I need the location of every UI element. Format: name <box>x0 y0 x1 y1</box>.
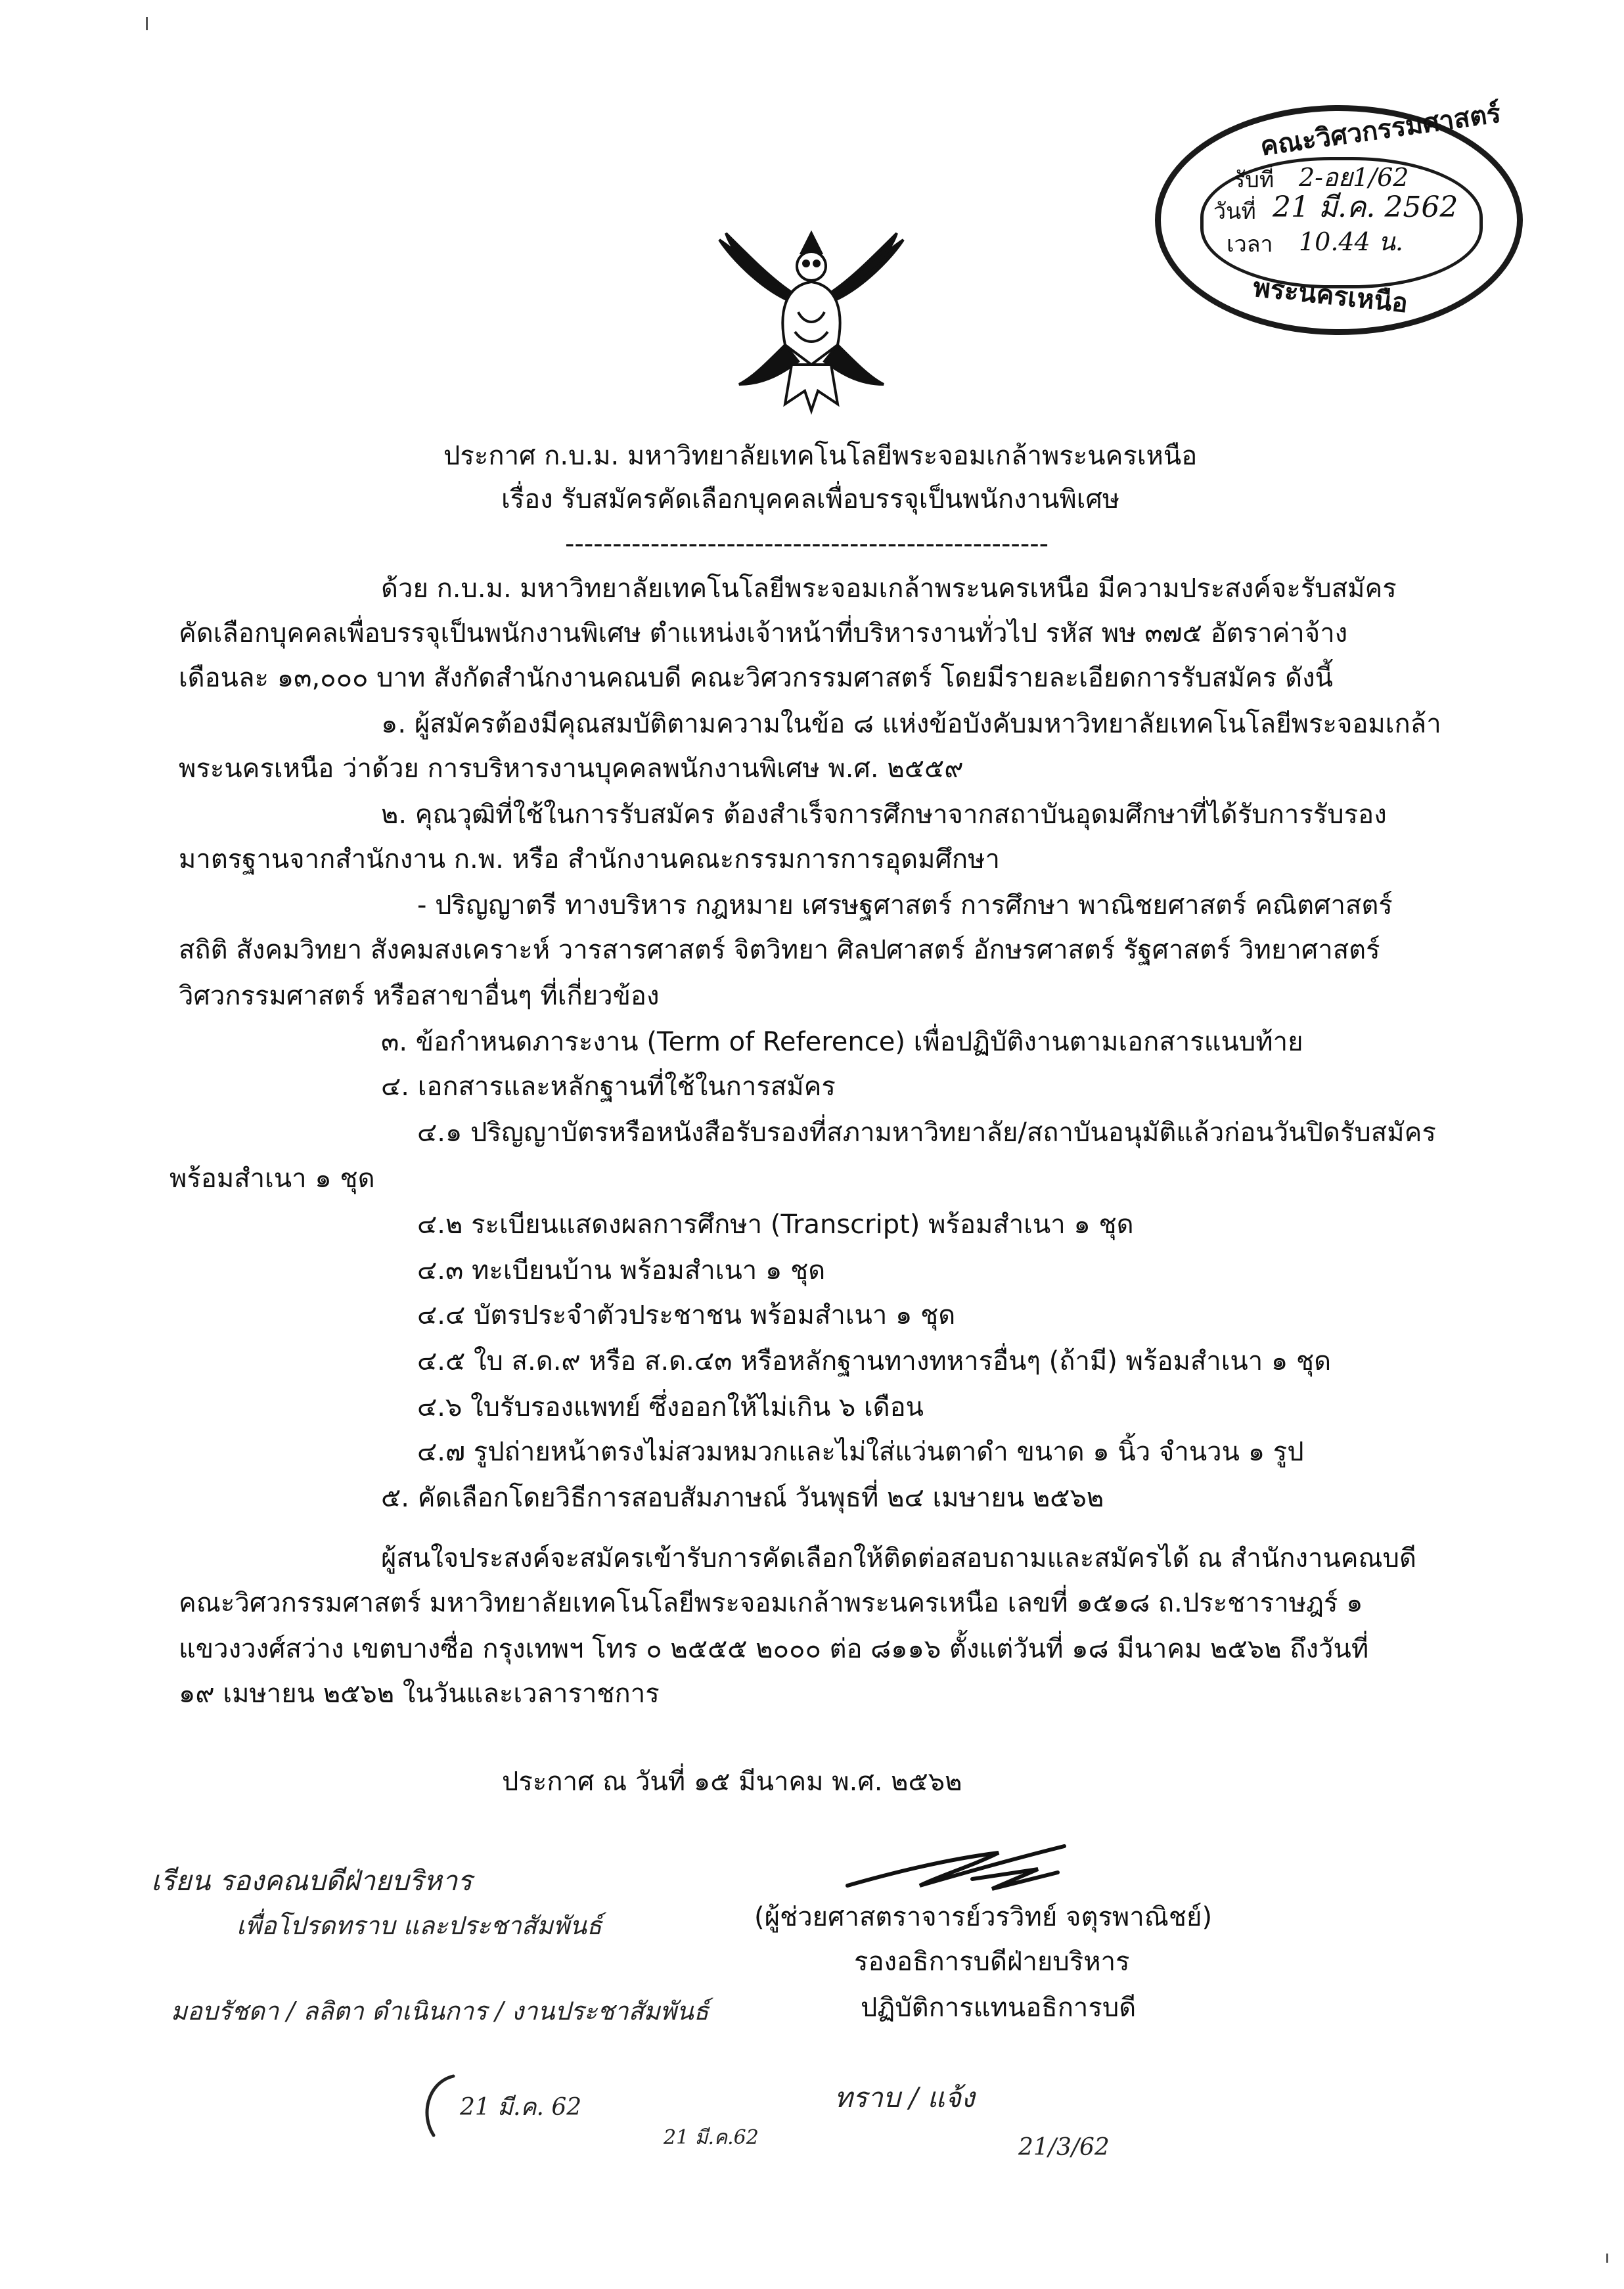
item-4-3: ๔.๓ ทะเบียนบ้าน พร้อมสำเนา ๑ ชุด <box>417 1256 826 1286</box>
contact-line-4: ๑๙ เมษายน ๒๕๖๒ ในวันและเวลาราชการ <box>179 1679 660 1709</box>
intro-line-1: ด้วย ก.บ.ม. มหาวิทยาลัยเทคโนโลยีพระจอมเกล้าพระนครเหนือ มีความประสงค์จะรับสมัคร <box>381 574 1397 604</box>
item-2-line-5: วิศวกรรมศาสตร์ หรือสาขาอื่นๆ ที่เกี่ยวข้อง <box>179 981 660 1011</box>
contact-line-3: แขวงวงศ์สว่าง เขตบางซื่อ กรุงเทพฯ โทร ๐ ๒๕๕๕ ๒๐๐๐ ต่อ ๘๑๑๖ ตั้งแต่วันที่ ๑๘ มีนาคม ๒๕๖๒ ถึงวันที่ <box>179 1634 1369 1664</box>
handwritten-note-7: 21/3/62 <box>1018 2134 1110 2161</box>
garuda-emblem <box>713 214 910 417</box>
stamp-time-label: เวลา <box>1227 231 1273 258</box>
item-5: ๕. คัดเลือกโดยวิธีการสอบสัมภาษณ์ วันพุธที่ ๒๔ เมษายน ๒๕๖๒ <box>381 1483 1104 1513</box>
item-4-1-line-2: พร้อมสำเนา ๑ ชุด <box>169 1164 375 1194</box>
stamp-date-label: วันที่ <box>1213 198 1256 225</box>
item-2-line-3: - ปริญญาตรี ทางบริหาร กฎหมาย เศรษฐศาสตร์ การศึกษา พาณิชยศาสตร์ คณิตศาสตร์ <box>417 890 1393 920</box>
item-4-5: ๔.๕ ใบ ส.ด.๙ หรือ ส.ด.๔๓ หรือหลักฐานทางทหารอื่นๆ (ถ้ามี) พร้อมสำเนา ๑ ชุด <box>417 1346 1332 1376</box>
stamp-org: คณะวิศวกรรมศาสตร์ <box>1258 98 1503 162</box>
item-4: ๔. เอกสารและหลักฐานที่ใช้ในการสมัคร <box>381 1072 836 1102</box>
item-2-line-1: ๒. คุณวุฒิที่ใช้ในการรับสมัคร ต้องสำเร็จการศึกษาจากสถาบันอุดมศึกษาที่ได้รับการรับรอง <box>381 800 1387 830</box>
handwritten-note-3: มอบรัชดา / ลลิตา ดำเนินการ / งานประชาสัมพันธ์ <box>171 1997 709 2026</box>
stamp-bottom: พระนครเหนือ <box>1252 272 1410 319</box>
handwritten-note-5: 21 มี.ค.62 <box>664 2126 759 2149</box>
contact-line-1: ผู้สนใจประสงค์จะสมัครเข้ารับการคัดเลือกให้ติดต่อสอบถามและสมัครได้ ณ สำนักงานคณบดี <box>381 1543 1417 1574</box>
stamp-no-label: รับที่ <box>1233 167 1274 193</box>
received-stamp <box>1155 98 1523 335</box>
item-1-line-1: ๑. ผู้สมัครต้องมีคุณสมบัติตามความในข้อ ๘ แห่งข้อบังคับมหาวิทยาลัยเทคโนโลยีพระจอมเกล้า <box>381 709 1441 739</box>
item-1-line-2: พระนครเหนือ ว่าด้วย การบริหารงานบุคคลพนักงานพิเศษ พ.ศ. ๒๕๕๙ <box>179 754 964 784</box>
handwritten-bracket-mark <box>414 2070 466 2148</box>
item-2-line-2: มาตรฐานจากสำนักงาน ก.พ. หรือ สำนักงานคณะกรรมการการอุดมศึกษา <box>179 844 1000 874</box>
item-4-2: ๔.๒ ระเบียนแสดงผลการศึกษา (Transcript) พร้อมสำเนา ๑ ชุด <box>417 1210 1134 1240</box>
signatory-position: รองอธิการบดีฝ่ายบริหาร <box>854 1947 1130 1977</box>
corner-mark-bottom <box>1606 2254 1608 2263</box>
item-4-4: ๔.๔ บัตรประจำตัวประชาชน พร้อมสำเนา ๑ ชุด <box>417 1300 956 1330</box>
announce-date: ประกาศ ณ วันที่ ๑๕ มีนาคม พ.ศ. ๒๕๖๒ <box>502 1767 962 1797</box>
stamp-date-value: 21 มี.ค. 2562 <box>1273 191 1458 224</box>
signatory-acting: ปฏิบัติการแทนอธิการบดี <box>861 1993 1137 2023</box>
signatory-name: (ผู้ช่วยศาสตราจารย์วรวิทย์ จตุรพาณิชย์) <box>754 1902 1213 1932</box>
signature-mark <box>841 1833 1077 1905</box>
item-4-6: ๔.๖ ใบรับรองแพทย์ ซึ่งออกให้ไม่เกิน ๖ เดือน <box>417 1392 924 1422</box>
contact-line-2: คณะวิศวกรรมศาสตร์ มหาวิทยาลัยเทคโนโลยีพระจอมเกล้าพระนครเหนือ เลขที่ ๑๕๑๘ ถ.ประชาราษฎร์ ๑ <box>179 1588 1363 1618</box>
item-4-1-line-1: ๔.๑ ปริญญาบัตรหรือหนังสือรับรองที่สภามหาวิทยาลัย/สถาบันอนุมัติแล้วก่อนวันปิดรับสมัคร <box>417 1118 1436 1148</box>
handwritten-note-2: เพื่อโปรดทราบ และประชาสัมพันธ์ <box>237 1911 602 1940</box>
title-divider: --------------------------------------------------- <box>565 529 1049 559</box>
item-3: ๓. ข้อกำหนดภาระงาน (Term of Reference) เพื่อปฏิบัติงานตามเอกสารแนบท้าย <box>381 1027 1303 1057</box>
corner-mark-top <box>146 17 148 30</box>
title-line-2: เรื่อง รับสมัครคัดเลือกบุคคลเพื่อบรรจุเป็นพนักงานพิเศษ <box>501 484 1120 514</box>
intro-line-2: คัดเลือกบุคคลเพื่อบรรจุเป็นพนักงานพิเศษ ตำแหน่งเจ้าหน้าที่บริหารงานทั่วไป รหัส พษ ๓๗๕ อัตราค่าจ้าง <box>179 618 1348 648</box>
intro-line-3: เดือนละ ๑๓,๐๐๐ บาท สังกัดสำนักงานคณบดี คณะวิศวกรรมศาสตร์ โดยมีรายละเอียดการรับสมัคร ดังนี้ <box>179 663 1333 693</box>
handwritten-note-6: ทราบ / แจ้ง <box>834 2081 975 2114</box>
stamp-no-value: 2-อย1/62 <box>1299 163 1409 192</box>
item-2-line-4: สถิติ สังคมวิทยา สังคมสงเคราะห์ วารสารศาสตร์ จิตวิทยา ศิลปศาสตร์ อักษรศาสตร์ รัฐศาสตร์ วิทยาศาสตร์ <box>179 935 1380 965</box>
handwritten-note-4: 21 มี.ค. 62 <box>460 2094 582 2121</box>
handwritten-note-1: เรียน รองคณบดีฝ่ายบริหาร <box>151 1865 472 1897</box>
stamp-time-value: 10.44 น. <box>1299 227 1403 256</box>
title-line-1: ประกาศ ก.บ.ม. มหาวิทยาลัยเทคโนโลยีพระจอมเกล้าพระนครเหนือ <box>443 441 1198 471</box>
item-4-7: ๔.๗ รูปถ่ายหน้าตรงไม่สวมหมวกและไม่ใส่แว่นตาดำ ขนาด ๑ นิ้ว จำนวน ๑ รูป <box>417 1437 1304 1467</box>
